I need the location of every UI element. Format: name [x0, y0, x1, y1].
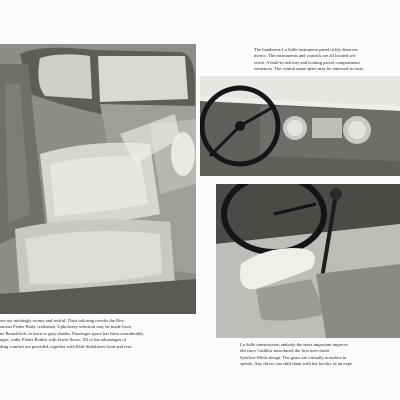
transmission-caption-line: La Salle transmission embody the most important improve [240, 342, 348, 347]
interior-caption [0, 318, 196, 350]
interior-caption-line: ne Broadcloth, in fawn or grey shades. Passenger space has been considerably [0, 330, 144, 336]
interior-caption-line: amous Fisher Body craftsmen. Upholstery selection may be made from [0, 324, 131, 330]
transmission-caption-line: speeds. Any driver can shift them with the facility of an expe [240, 361, 353, 367]
interior-caption-line: nger, wider Fisher Bodies with lower floors. All of the advantages of [0, 337, 127, 343]
panel-caption-line: The handsome La Salle instrument panel richly deserves [254, 47, 358, 52]
interior-rear-seat-photo [0, 44, 196, 314]
transmission-caption-line: Synchro-Mesh design. The gears are virtually noiseless in [240, 354, 347, 360]
panel-caption-line: reach. A built-in ash tray and locking parcel compartment [254, 59, 360, 65]
panel-caption-line: metric. The instruments and controls are all located wit [254, 53, 356, 59]
transmission-caption [240, 342, 400, 368]
instrument-panel-photo [200, 76, 400, 176]
gear-shift-photo [216, 184, 400, 338]
transmission-caption-line: eld since Cadillac introduced the first non-clashi [240, 348, 330, 354]
interior-caption-line: ere are invitingly roomy and restful. Their tailoring reveals the Bos- [0, 318, 125, 323]
panel-caption-line: veniences. The central name-plate may be removed to insta [254, 66, 363, 72]
instrument-panel-caption [254, 47, 400, 73]
interior-caption-line: ding comfort are provided, together with Ride Stabilizers front and rear. [0, 343, 133, 349]
